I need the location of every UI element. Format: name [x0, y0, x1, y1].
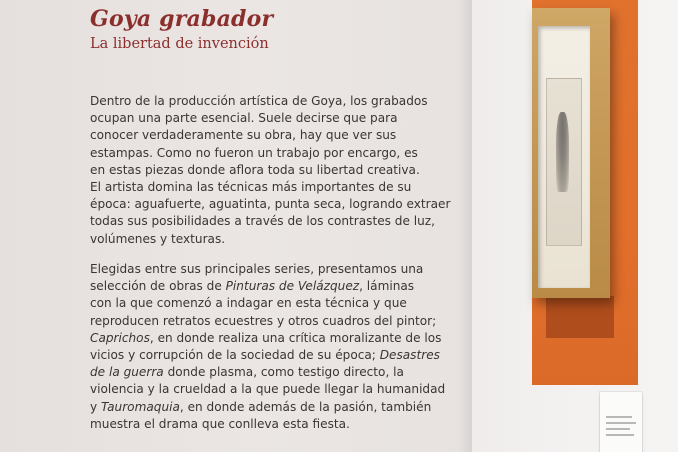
wall-subtitle: La libertad de invención	[90, 36, 269, 52]
text-span: , en donde realiza una crítica moralizante de los	[149, 330, 442, 345]
text-span: , láminas	[359, 279, 415, 294]
paragraph-line: con la que comenzó a indagar en esta técnica y que	[90, 296, 407, 311]
paragraph-line: época: aguafuerte, aguatinta, punta seca, logrando extraer	[90, 197, 451, 212]
series-title: Tauromaquia	[101, 399, 180, 414]
text-span: , en donde además de la pasión, también	[179, 399, 432, 414]
text-span: donde plasma, como testigo directo, la	[163, 365, 404, 380]
series-title: de la guerra	[90, 365, 164, 380]
paragraph-line: reproducen retratos ecuestres y otros cuadros del pintor;	[90, 313, 437, 328]
paragraph-line: violencia y la crueldad a la que puede llegar la humanidad	[90, 382, 446, 397]
paragraph-line: volúmenes y texturas.	[90, 231, 226, 246]
paragraph-line: Dentro de la producción artística de Goya, los grabados	[90, 94, 428, 108]
text-span: selección de obras de	[90, 279, 226, 294]
etched-figure	[556, 112, 569, 192]
paragraph-line	[90, 278, 420, 295]
paragraph-line	[90, 364, 420, 381]
paragraph-line: El artista domina las técnicas más importantes de su	[90, 180, 412, 195]
wall-paragraph-2	[90, 261, 446, 433]
panel-shadow	[546, 296, 614, 338]
wall-label-card	[600, 392, 642, 452]
paragraph-line	[90, 330, 442, 347]
paragraph-line: en estas piezas donde aflora toda su libertad creativa.	[90, 162, 420, 177]
label-text-line	[606, 428, 630, 430]
paragraph-line: muestra el drama que conlleva esta fiesta.	[90, 416, 350, 431]
paragraph-line: estampas. Como no fueron un trabajo por encargo, es	[90, 145, 418, 160]
series-title: Pinturas de Velázquez	[225, 279, 360, 294]
wall-paragraph-1	[90, 93, 451, 248]
text-span: y	[90, 399, 102, 414]
paragraph-line	[90, 347, 440, 364]
paragraph-line: conocer verdaderamente su obra, hay que ver sus	[90, 128, 397, 143]
wall-title: Goya grabador	[90, 6, 274, 32]
paragraph-line: ocupan una parte esencial. Suele decirse que para	[90, 111, 398, 126]
paragraph-line	[90, 399, 432, 416]
label-text-line	[606, 416, 632, 418]
label-text-line	[606, 434, 634, 436]
paragraph-line: Elegidas entre sus principales series, presentamos una	[90, 262, 424, 276]
series-title: Caprichos	[90, 330, 150, 345]
label-text-line	[606, 422, 636, 424]
series-title: Desastres	[379, 348, 440, 363]
paragraph-line: todas sus posibilidades a través de los contrastes de luz,	[90, 214, 435, 229]
text-span: vicios y corrupción de la sociedad de su época;	[90, 348, 380, 363]
